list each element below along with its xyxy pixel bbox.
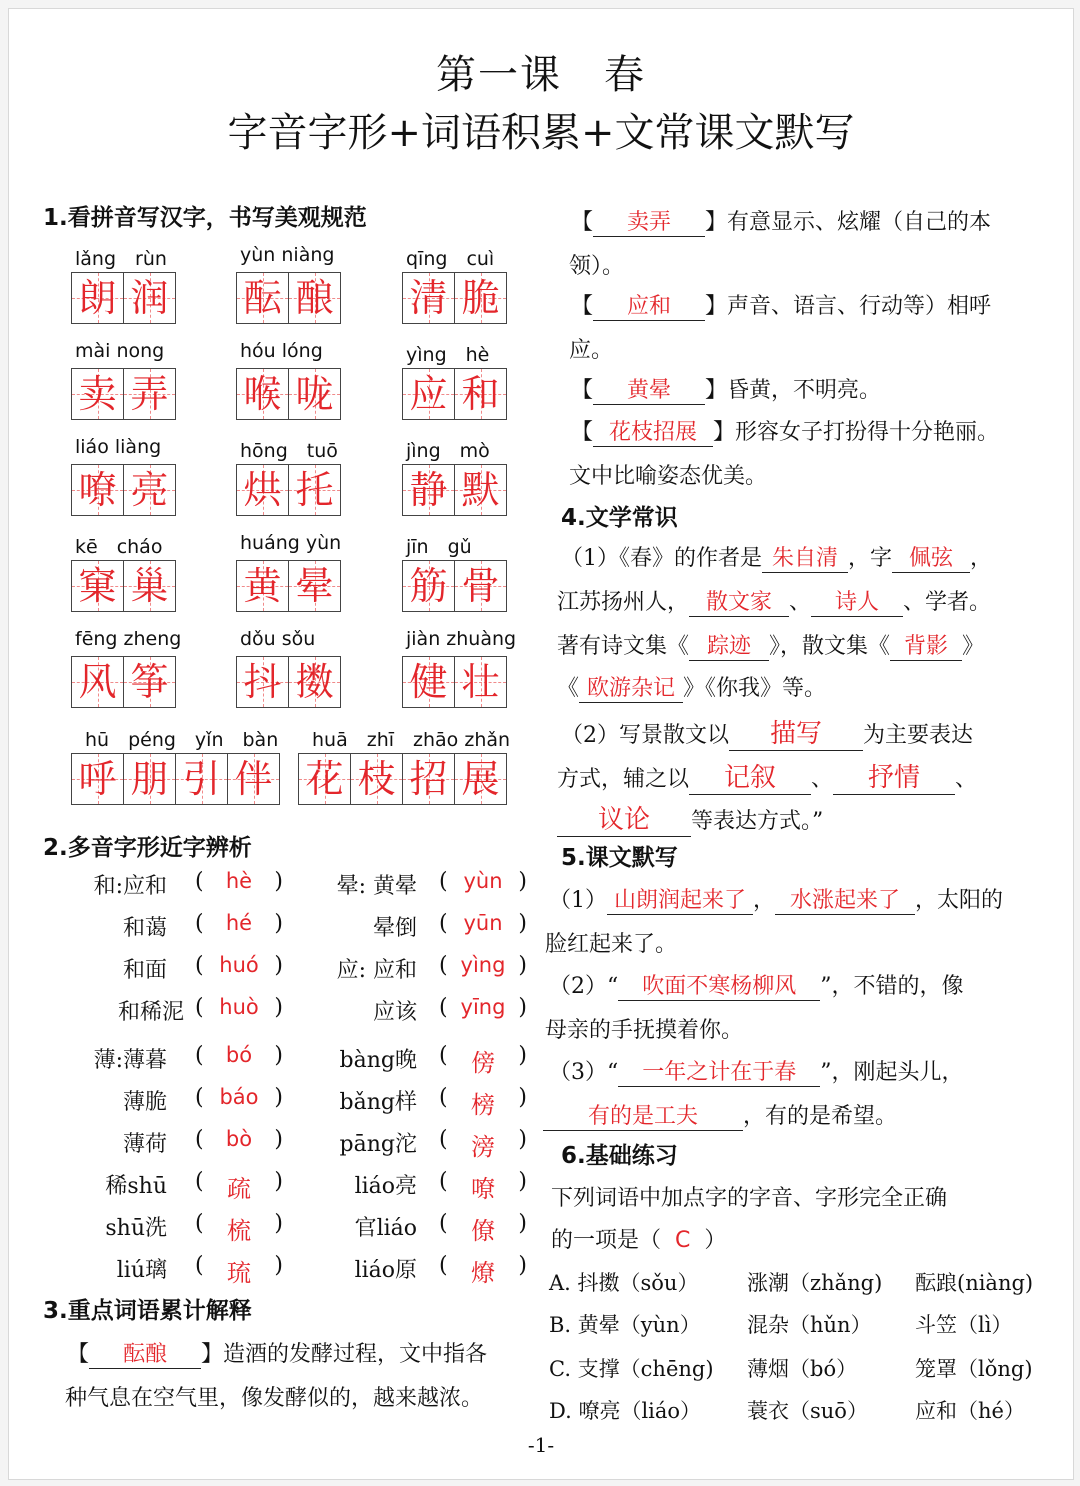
recitation-q2: （2）“ 吹面不寒杨柳风 ”，不错的，像 bbox=[549, 969, 964, 1001]
blank-answer: 散文家 bbox=[689, 585, 789, 617]
char-grid bbox=[71, 272, 176, 324]
blank-answer: 花枝招展 bbox=[593, 415, 713, 447]
char-answer: 黄 bbox=[243, 564, 282, 608]
paren-close: ) bbox=[274, 953, 283, 978]
char-answer: 烘 bbox=[243, 468, 282, 512]
char-answer: 呼 bbox=[78, 757, 117, 801]
exercise-option: 笼罩（lǒng) bbox=[915, 1357, 1033, 1381]
paren-close: ) bbox=[274, 1085, 283, 1110]
char-cell bbox=[72, 369, 124, 419]
char-cell bbox=[124, 369, 175, 419]
exercise-option: A. 抖擞（sǒu） bbox=[549, 1271, 699, 1295]
char-grid bbox=[402, 464, 507, 516]
paren-close: ) bbox=[518, 1085, 527, 1110]
char-grid bbox=[236, 560, 341, 612]
lesson-title: 第一课 春 bbox=[436, 52, 646, 98]
blank-answer: 山朗润起来了 bbox=[607, 883, 753, 915]
blank-answer: 应和 bbox=[593, 289, 705, 321]
answer-parens bbox=[439, 1127, 527, 1162]
char-answer: 应 bbox=[409, 372, 448, 416]
char-answer: 喉 bbox=[243, 372, 282, 416]
exercise-stem-2: 的一项是（ C ） bbox=[551, 1228, 727, 1253]
definition-jiuniang: 【 酝酿 】造酒的发酵过程，文中指各 bbox=[67, 1337, 487, 1369]
exercise-answer: C bbox=[675, 1228, 691, 1253]
char-grid bbox=[298, 753, 507, 805]
section1-heading: 1.看拼音写汉字，书写美观规范 bbox=[43, 205, 367, 231]
pinyin-label: qīng cuì bbox=[406, 248, 495, 270]
answer-parens bbox=[439, 1169, 527, 1204]
char-cell bbox=[455, 465, 506, 515]
blank-answer: 水涨起来了 bbox=[775, 883, 915, 915]
polyphone-label: pāng沱 bbox=[339, 1132, 417, 1157]
page-number: -1- bbox=[527, 1433, 555, 1457]
pinyin-label: fēng zheng bbox=[75, 628, 182, 650]
char-cell bbox=[237, 561, 289, 611]
answer-parens bbox=[439, 869, 527, 894]
blank-answer: 背影 bbox=[890, 629, 962, 661]
pinyin-label: jīn gǔ bbox=[406, 536, 472, 558]
definition-text: 】有意显示、炫耀（自己的本 bbox=[705, 210, 992, 235]
answer-parens bbox=[439, 1211, 527, 1246]
polyphone-answer: 傍 bbox=[471, 1049, 495, 1077]
blank-answer: 吹面不寒杨柳风 bbox=[618, 969, 820, 1001]
definition-text: 】昏黄，不明亮。 bbox=[705, 378, 882, 403]
char-answer: 默 bbox=[461, 468, 500, 512]
paren-open: ( bbox=[439, 953, 448, 978]
paren-close: ) bbox=[518, 953, 527, 978]
polyphone-answer: yūn bbox=[463, 911, 503, 935]
literature-line-2: 江苏扬州人， 散文家 、 诗人 、学者。 bbox=[557, 585, 991, 617]
paren-open: ( bbox=[195, 1085, 204, 1110]
paren-close: ) bbox=[274, 995, 283, 1020]
char-answer: 朋 bbox=[130, 757, 169, 801]
section4-heading: 4.文学常识 bbox=[561, 505, 678, 531]
paren-open: ( bbox=[195, 869, 204, 894]
paren-close: ) bbox=[518, 1043, 527, 1068]
char-answer: 晕 bbox=[295, 564, 334, 608]
answer-parens bbox=[195, 1085, 283, 1110]
definition-yinghe: 【 应和 】声音、语言、行动等）相呼 bbox=[571, 289, 991, 321]
definition-text: 】声音、语言、行动等）相呼 bbox=[705, 294, 992, 319]
paren-open: ( bbox=[439, 1127, 448, 1152]
char-cell bbox=[72, 754, 124, 804]
char-answer: 窠 bbox=[78, 564, 117, 608]
section5-heading: 5.课文默写 bbox=[561, 845, 678, 871]
char-answer: 脆 bbox=[461, 276, 500, 320]
literature-line-5: （2）写景散文以 描写 为主要表达 bbox=[561, 713, 973, 751]
blank-answer: 诗人 bbox=[811, 585, 903, 617]
char-cell bbox=[124, 273, 175, 323]
char-grid bbox=[236, 272, 341, 324]
recitation-text: 脸红起来了。 bbox=[545, 932, 678, 957]
paren-close: ) bbox=[518, 995, 527, 1020]
blank-answer: 踪迹 bbox=[689, 629, 769, 661]
exercise-option: 混杂（hǔn） bbox=[747, 1313, 872, 1337]
pinyin-label: hū péng yǐn bàn bbox=[85, 729, 279, 751]
exercise-option: 涨潮（zhǎng) bbox=[747, 1271, 883, 1295]
polyphone-label: 晕: 黄晕 bbox=[336, 874, 417, 899]
char-cell bbox=[299, 754, 351, 804]
char-answer: 朗 bbox=[78, 276, 117, 320]
paren-close: ) bbox=[274, 911, 283, 936]
literature-line-7: 议论 等表达方式。” bbox=[557, 799, 823, 837]
blank-answer: 卖弄 bbox=[593, 205, 705, 237]
char-answer: 咙 bbox=[295, 372, 334, 416]
polyphone-answer: yùn bbox=[463, 869, 503, 893]
char-answer: 风 bbox=[78, 660, 117, 704]
exercise-option: 蓑衣（suō） bbox=[747, 1399, 868, 1423]
char-cell bbox=[72, 465, 124, 515]
polyphone-answer: 榜 bbox=[471, 1091, 495, 1119]
paren-open: ( bbox=[195, 911, 204, 936]
paren-close: ) bbox=[274, 1253, 283, 1278]
char-answer: 酝 bbox=[243, 276, 282, 320]
definition-text: 文中比喻姿态优美。 bbox=[569, 464, 768, 489]
literature-line-6: 方式，辅之以 记叙 、 抒情 、 bbox=[557, 757, 977, 795]
polyphone-label: bǎng样 bbox=[339, 1090, 417, 1115]
polyphone-label: 薄荷 bbox=[122, 1132, 167, 1157]
definition-text: 领）。 bbox=[569, 254, 625, 279]
paren-close: ) bbox=[518, 1127, 527, 1152]
polyphone-label: 和稀泥 bbox=[117, 1000, 184, 1025]
polyphone-label: liáo原 bbox=[354, 1258, 417, 1283]
polyphone-label: 稀shū bbox=[105, 1174, 167, 1199]
answer-parens bbox=[195, 911, 283, 936]
char-grid bbox=[71, 368, 176, 420]
char-cell bbox=[124, 465, 175, 515]
char-answer: 健 bbox=[409, 660, 448, 704]
answer-parens bbox=[195, 995, 283, 1020]
polyphone-answer: 疏 bbox=[227, 1175, 251, 1203]
polyphone-answer: 琉 bbox=[227, 1259, 251, 1287]
blank-answer: 议论 bbox=[557, 799, 691, 837]
polyphone-label: 官liáo bbox=[354, 1216, 417, 1241]
definition-text: 应。 bbox=[569, 338, 614, 363]
answer-parens bbox=[439, 1085, 527, 1120]
paren-close: ) bbox=[274, 1169, 283, 1194]
worksheet-page bbox=[8, 8, 1074, 1480]
char-cell bbox=[289, 561, 340, 611]
exercise-option: 薄烟（bó） bbox=[747, 1357, 858, 1381]
char-cell bbox=[289, 273, 340, 323]
definition-text: 】形容女子打扮得十分艳丽。 bbox=[713, 420, 1000, 445]
pinyin-label: hóu lóng bbox=[240, 340, 323, 362]
answer-parens bbox=[195, 1043, 283, 1068]
paren-open: ( bbox=[439, 995, 448, 1020]
paren-close: ) bbox=[518, 869, 527, 894]
polyphone-answer: báo bbox=[219, 1085, 259, 1109]
answer-parens bbox=[439, 995, 527, 1020]
pinyin-label: yìng hè bbox=[406, 344, 490, 366]
char-cell bbox=[228, 754, 279, 804]
definition-huazhi: 【 花枝招展 】形容女子打扮得十分艳丽。 bbox=[571, 415, 999, 447]
paren-open: ( bbox=[439, 869, 448, 894]
blank-answer: 佩弦 bbox=[892, 541, 970, 573]
char-cell bbox=[403, 369, 455, 419]
polyphone-label: liáo亮 bbox=[354, 1174, 417, 1199]
char-cell bbox=[351, 754, 403, 804]
polyphone-label: liú璃 bbox=[116, 1258, 167, 1283]
char-answer: 抖 bbox=[243, 660, 282, 704]
char-cell bbox=[403, 657, 455, 707]
paren-close: ) bbox=[274, 1043, 283, 1068]
pinyin-label: mài nong bbox=[75, 340, 165, 362]
exercise-option: D. 嘹亮（liáo） bbox=[549, 1399, 702, 1423]
paren-open: ( bbox=[439, 1211, 448, 1236]
polyphone-answer: yìng bbox=[460, 953, 506, 977]
section6-heading: 6.基础练习 bbox=[561, 1143, 678, 1169]
char-answer: 伴 bbox=[234, 757, 273, 801]
char-cell bbox=[403, 273, 455, 323]
char-answer: 嘹 bbox=[78, 468, 117, 512]
char-answer: 引 bbox=[182, 757, 221, 801]
literature-line-4: 《 欧游杂记 》《你我》等。 bbox=[557, 671, 826, 703]
lesson-subtitle: 字音字形+词语积累+文常课文默写 bbox=[227, 110, 855, 156]
pinyin-label: huáng yùn bbox=[240, 532, 342, 554]
char-answer: 筝 bbox=[130, 660, 169, 704]
answer-parens bbox=[195, 953, 283, 978]
char-cell bbox=[124, 754, 176, 804]
char-cell bbox=[403, 561, 455, 611]
polyphone-answer: 嘹 bbox=[471, 1175, 495, 1203]
blank-answer: 描写 bbox=[729, 713, 863, 751]
char-cell bbox=[72, 657, 124, 707]
paren-open: ( bbox=[439, 1169, 448, 1194]
char-answer: 托 bbox=[295, 468, 334, 512]
paren-open: ( bbox=[195, 1043, 204, 1068]
char-cell bbox=[289, 465, 340, 515]
paren-open: ( bbox=[195, 1253, 204, 1278]
char-answer: 巢 bbox=[130, 564, 169, 608]
char-answer: 清 bbox=[409, 276, 448, 320]
char-answer: 润 bbox=[130, 276, 169, 320]
paren-close: ) bbox=[518, 1169, 527, 1194]
char-grid bbox=[71, 753, 280, 805]
blank-answer: 抒情 bbox=[833, 757, 955, 795]
recitation-text: 母亲的手抚摸着你。 bbox=[545, 1018, 744, 1043]
char-answer: 筋 bbox=[409, 564, 448, 608]
char-grid bbox=[236, 368, 341, 420]
polyphone-answer: bó bbox=[225, 1043, 253, 1067]
char-cell bbox=[289, 657, 340, 707]
answer-parens bbox=[439, 1253, 527, 1288]
pinyin-label: yùn niàng bbox=[240, 244, 335, 266]
char-answer: 弄 bbox=[130, 372, 169, 416]
blank-answer: 欧游杂记 bbox=[579, 671, 683, 703]
polyphone-label: 和:应和 bbox=[93, 874, 167, 899]
answer-parens bbox=[439, 911, 527, 936]
char-cell bbox=[72, 561, 124, 611]
section3-heading: 3.重点词语累计解释 bbox=[43, 1298, 252, 1324]
char-answer: 静 bbox=[409, 468, 448, 512]
char-answer: 亮 bbox=[130, 468, 169, 512]
recitation-q3: （3）“ 一年之计在于春 ”，刚起头儿， bbox=[549, 1055, 964, 1087]
pinyin-label: dǒu sǒu bbox=[240, 628, 316, 650]
char-grid bbox=[236, 656, 341, 708]
polyphone-label: 应: 应和 bbox=[336, 958, 417, 983]
literature-line-3: 著有诗文集《 踪迹 》，散文集《 背影 》 bbox=[557, 629, 984, 661]
char-grid bbox=[71, 464, 176, 516]
exercise-stem: 下列词语中加点字的字音、字形完全正确 bbox=[551, 1186, 948, 1211]
char-cell bbox=[403, 754, 455, 804]
char-cell bbox=[176, 754, 228, 804]
polyphone-label: 应该 bbox=[372, 1000, 417, 1025]
paren-open: ( bbox=[439, 1043, 448, 1068]
char-cell bbox=[237, 369, 289, 419]
blank-answer: 有的是工夫 bbox=[543, 1099, 743, 1131]
pinyin-label: kē cháo bbox=[75, 536, 163, 558]
char-answer: 花 bbox=[305, 757, 344, 801]
char-answer: 壮 bbox=[461, 660, 500, 704]
pinyin-label: liáo liàng bbox=[75, 436, 162, 458]
char-grid bbox=[402, 272, 507, 324]
exercise-option: 酝踉(niàng) bbox=[915, 1271, 1034, 1295]
paren-open: ( bbox=[195, 1127, 204, 1152]
pinyin-label: lǎng rùn bbox=[75, 248, 167, 270]
char-cell bbox=[403, 465, 455, 515]
char-cell bbox=[455, 561, 506, 611]
definition-text: 】造酒的发酵过程，文中指各 bbox=[201, 1342, 488, 1367]
polyphone-answer: 梳 bbox=[227, 1217, 251, 1245]
definition-huangyun: 【 黄晕 】昏黄，不明亮。 bbox=[571, 373, 881, 405]
char-grid bbox=[71, 656, 176, 708]
blank-answer: 一年之计在于春 bbox=[618, 1055, 820, 1087]
answer-parens bbox=[439, 953, 527, 978]
paren-close: ) bbox=[518, 911, 527, 936]
section2-heading: 2.多音字形近字辨析 bbox=[43, 835, 252, 861]
paren-close: ) bbox=[274, 1127, 283, 1152]
blank-answer: 记叙 bbox=[689, 757, 811, 795]
polyphone-label: 薄脆 bbox=[122, 1090, 167, 1115]
recitation-q3-cont: 有的是工夫 ，有的是希望。 bbox=[543, 1099, 897, 1131]
pinyin-label: jìng mò bbox=[406, 440, 490, 462]
char-answer: 和 bbox=[461, 372, 500, 416]
polyphone-answer: yīng bbox=[460, 995, 506, 1019]
char-cell bbox=[455, 369, 506, 419]
char-answer: 卖 bbox=[78, 372, 117, 416]
definition-text: 种气息在空气里，像发酵似的，越来越浓。 bbox=[65, 1386, 484, 1411]
paren-open: ( bbox=[439, 911, 448, 936]
answer-parens bbox=[195, 1211, 283, 1246]
char-grid bbox=[402, 368, 507, 420]
paren-open: ( bbox=[195, 995, 204, 1020]
recitation-q1: （1） 山朗润起来了 ， 水涨起来了 ，太阳的 bbox=[549, 883, 1003, 915]
char-grid bbox=[236, 464, 341, 516]
answer-parens bbox=[439, 1043, 527, 1078]
polyphone-answer: hé bbox=[225, 911, 253, 935]
polyphone-answer: huò bbox=[219, 995, 259, 1019]
exercise-option: 应和（hé） bbox=[915, 1399, 1025, 1423]
answer-parens bbox=[195, 1253, 283, 1288]
polyphone-answer: 燎 bbox=[471, 1259, 495, 1287]
char-cell bbox=[72, 273, 124, 323]
answer-parens bbox=[195, 1127, 283, 1152]
paren-close: ) bbox=[518, 1253, 527, 1278]
paren-close: ) bbox=[274, 869, 283, 894]
pinyin-label: jiàn zhuàng bbox=[406, 628, 517, 650]
polyphone-answer: bò bbox=[225, 1127, 253, 1151]
exercise-option: 斗笠（lì） bbox=[915, 1313, 1013, 1337]
char-cell bbox=[237, 465, 289, 515]
blank-answer: 酝酿 bbox=[89, 1337, 201, 1369]
char-grid bbox=[402, 560, 507, 612]
polyphone-answer: 滂 bbox=[471, 1133, 495, 1161]
paren-open: ( bbox=[195, 1169, 204, 1194]
blank-answer: 朱自清 bbox=[762, 541, 848, 573]
char-cell bbox=[455, 754, 506, 804]
polyphone-answer: 僚 bbox=[471, 1217, 495, 1245]
paren-close: ) bbox=[518, 1211, 527, 1236]
char-answer: 枝 bbox=[357, 757, 396, 801]
polyphone-label: 和面 bbox=[122, 958, 167, 983]
polyphone-label: bàng晚 bbox=[339, 1048, 417, 1073]
paren-open: ( bbox=[439, 1253, 448, 1278]
exercise-option: B. 黄晕（yùn） bbox=[549, 1313, 701, 1337]
char-cell bbox=[237, 657, 289, 707]
pinyin-label: huā zhī zhāo zhǎn bbox=[312, 729, 511, 751]
literature-line-1: （1）《春》的作者是 朱自清 ，字 佩弦 ， bbox=[561, 541, 992, 573]
char-cell bbox=[237, 273, 289, 323]
polyphone-answer: hè bbox=[225, 869, 253, 893]
paren-open: ( bbox=[195, 953, 204, 978]
char-answer: 擞 bbox=[295, 660, 334, 704]
char-answer: 招 bbox=[409, 757, 448, 801]
char-cell bbox=[455, 657, 506, 707]
polyphone-label: 和蔼 bbox=[122, 916, 167, 941]
char-grid bbox=[71, 560, 176, 612]
paren-open: ( bbox=[439, 1085, 448, 1110]
definition-mainong: 【 卖弄 】有意显示、炫耀（自己的本 bbox=[571, 205, 991, 237]
char-answer: 展 bbox=[461, 757, 500, 801]
exercise-option: C. 支撑（chēng) bbox=[549, 1357, 714, 1381]
char-answer: 骨 bbox=[461, 564, 500, 608]
char-cell bbox=[124, 561, 175, 611]
polyphone-label: shū洗 bbox=[105, 1216, 167, 1241]
paren-open: ( bbox=[195, 1211, 204, 1236]
char-grid bbox=[402, 656, 507, 708]
char-cell bbox=[455, 273, 506, 323]
char-answer: 酿 bbox=[295, 276, 334, 320]
answer-parens bbox=[195, 1169, 283, 1204]
blank-answer: 黄晕 bbox=[593, 373, 705, 405]
pinyin-label: hōng tuō bbox=[240, 440, 338, 462]
polyphone-label: 薄:薄暮 bbox=[93, 1048, 167, 1073]
polyphone-answer: huó bbox=[219, 953, 259, 977]
paren-close: ) bbox=[274, 1211, 283, 1236]
polyphone-label: 晕倒 bbox=[372, 916, 417, 941]
char-cell bbox=[124, 657, 175, 707]
answer-parens bbox=[195, 869, 283, 894]
char-cell bbox=[289, 369, 340, 419]
